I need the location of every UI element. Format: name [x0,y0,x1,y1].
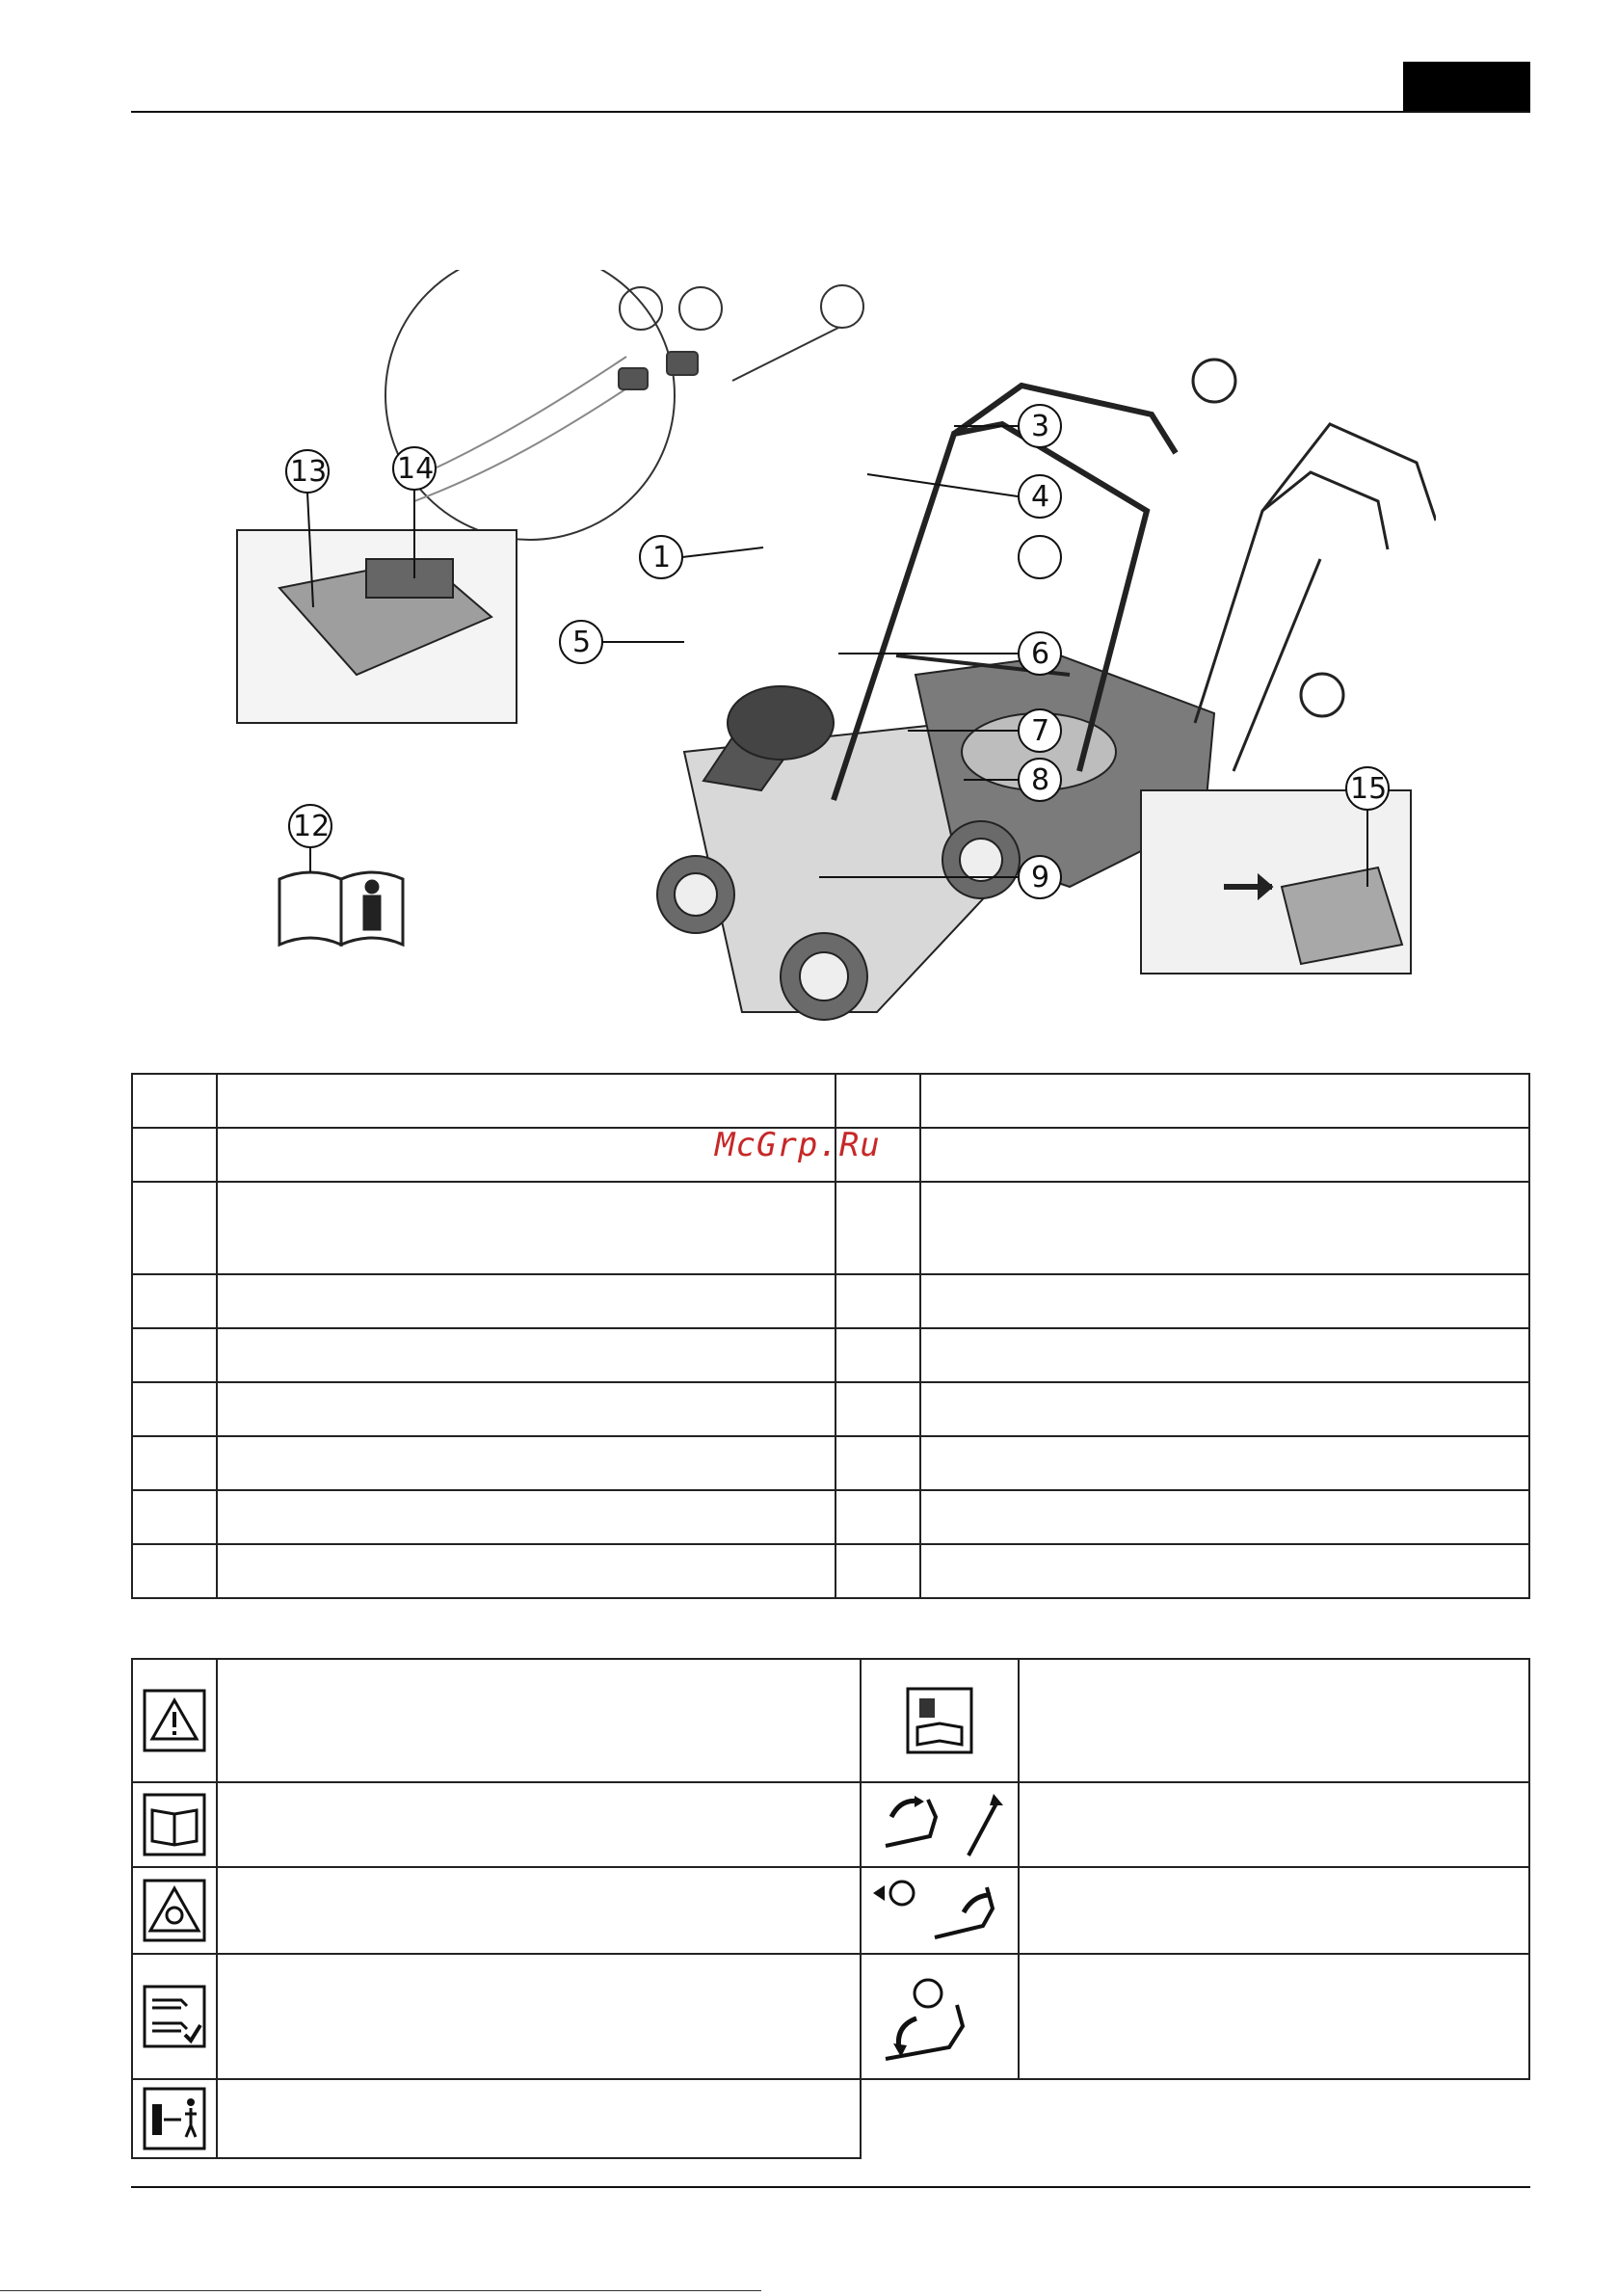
callout-5 [560,621,684,663]
left-num [132,1128,217,1182]
svg-text:5: 5 [572,626,592,659]
left-desc [217,1182,836,1274]
bottom-rule [131,2186,1530,2188]
manual-reference-icon [862,1660,1018,1781]
left-desc [217,1382,836,1436]
svg-text:14: 14 [397,452,435,486]
symbol-text-cell [1018,1953,1530,2080]
left-desc [217,1274,836,1328]
symbol-text-cell [216,2078,862,2159]
left-num [132,1274,217,1328]
top-rule [131,111,1530,113]
handle-detail [1193,360,1436,771]
svg-text:3: 3 [1031,410,1050,443]
table-row [132,1074,1529,1128]
left-desc [217,1328,836,1382]
symbol-icon-cell [860,1781,1020,1868]
symbol-icon-cell [860,1658,1020,1783]
table-row [132,1490,1529,1544]
right-num [836,1490,920,1544]
left-num [132,1490,217,1544]
left-num [132,1328,217,1382]
left-desc [217,1544,836,1598]
right-num [836,1544,920,1598]
manual-book-icon [279,872,403,945]
keep-distance-icon [133,2080,216,2157]
handle-check-icon [133,1955,216,2078]
left-desc [217,1436,836,1490]
symbol-icon-cell [131,1953,218,2080]
symbol-text-cell [1018,1781,1530,1868]
right-desc [920,1182,1529,1274]
table-row [132,1274,1529,1328]
left-num [132,1436,217,1490]
right-desc [920,1074,1529,1128]
symbol-icon-cell [131,1781,218,1868]
footer-line [0,2290,761,2291]
left-desc [217,1490,836,1544]
svg-text:13: 13 [290,455,328,489]
callout-3 [954,405,1061,447]
symbol-text-cell [216,1658,862,1783]
blade-engage-icon [862,1868,1018,1953]
warning-triangle-icon [133,1660,216,1781]
right-num [836,1128,920,1182]
symbol-icon-cell [131,1866,218,1955]
svg-text:9: 9 [1031,861,1050,894]
right-desc [920,1382,1529,1436]
right-desc [920,1328,1529,1382]
symbol-text-cell [216,1953,862,2080]
controls-detail-inset [385,270,863,540]
table-row [132,1436,1529,1490]
right-num [836,1074,920,1128]
mulch-insert-detail [1141,790,1411,974]
svg-text:6: 6 [1031,637,1050,671]
parts-table [131,1073,1530,1599]
left-num [132,1182,217,1274]
table-row [132,1544,1529,1598]
left-num [132,1382,217,1436]
rear-flap-detail [237,530,517,723]
right-num [836,1182,920,1274]
watermark: McGrp.Ru [715,1126,881,1164]
right-num [836,1328,920,1382]
callout-4 [867,474,1061,518]
right-desc [920,1544,1529,1598]
symbol-text-cell [216,1781,862,1868]
svg-text:15: 15 [1350,772,1388,806]
symbol-icon-cell [860,1953,1020,2080]
symbol-icon-cell [860,1866,1020,1955]
symbol-icon-cell [131,1658,218,1783]
right-desc [920,1490,1529,1544]
symbol-text-cell [1018,1658,1530,1783]
callout-1 [640,536,763,578]
callout-unlabeled-upper [1019,536,1061,578]
right-num [836,1436,920,1490]
table-row [132,1182,1529,1274]
right-desc [920,1128,1529,1182]
right-num [836,1382,920,1436]
svg-text:8: 8 [1031,763,1050,797]
symbol-text-cell [216,1866,862,1955]
left-desc [217,1128,836,1182]
svg-text:1: 1 [652,541,672,574]
callout-6 [838,632,1061,675]
handle-up-eject-icon [862,1783,1018,1866]
left-desc [217,1074,836,1128]
symbols-table [131,1658,1530,2159]
page-tab [1403,62,1530,112]
table-row [132,1128,1529,1182]
lawnmower-figure [222,270,1436,1041]
symbol-icon-cell [131,2078,218,2159]
callout-12 [289,805,332,872]
open-book-icon [133,1783,216,1866]
svg-text:7: 7 [1031,714,1050,748]
left-num [132,1544,217,1598]
right-desc [920,1274,1529,1328]
mower-body [657,386,1214,1020]
table-row [132,1328,1529,1382]
right-desc [920,1436,1529,1490]
svg-text:12: 12 [293,810,331,843]
symbol-text-cell [1018,1866,1530,1955]
left-num [132,1074,217,1128]
table-row [132,1382,1529,1436]
hand-injury-warning-icon [133,1868,216,1953]
blade-brake-icon [862,1955,1018,2078]
svg-text:4: 4 [1031,480,1050,514]
right-num [836,1274,920,1328]
